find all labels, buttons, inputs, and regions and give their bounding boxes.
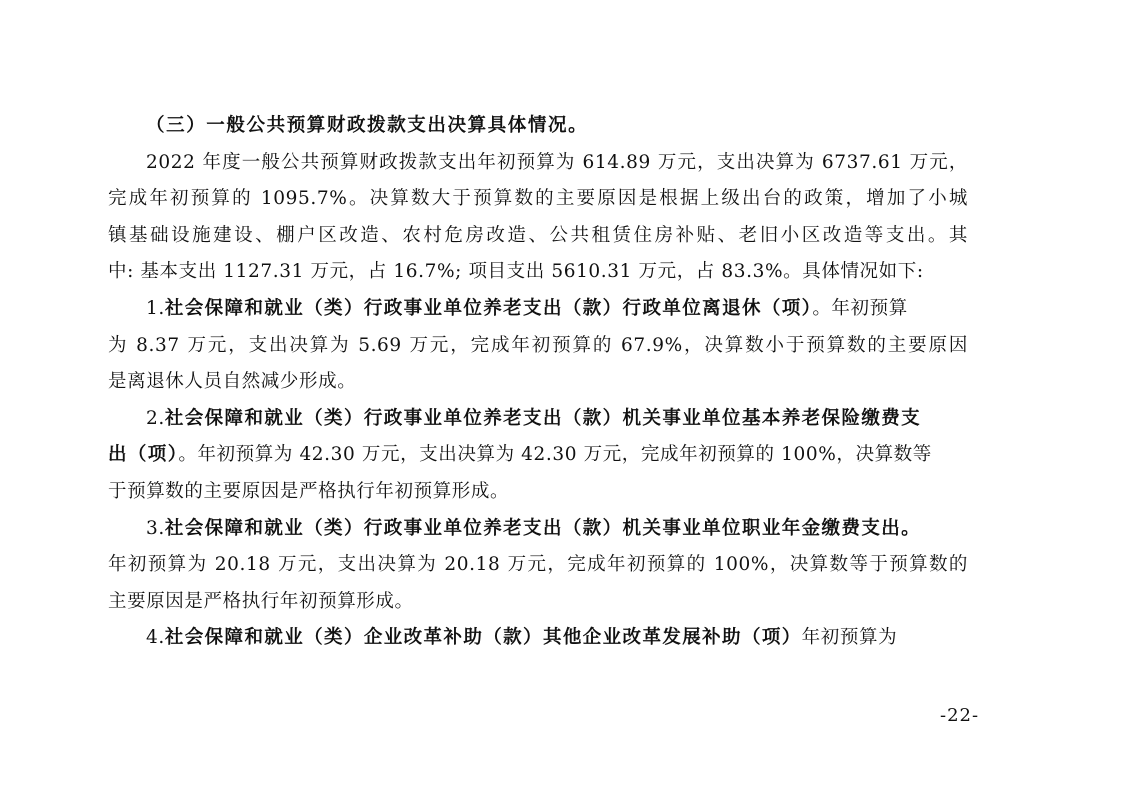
item-2-line-3: 于预算数的主要原因是严格执行年初预算形成。 (108, 480, 510, 502)
intro-line-1: 2022 年度一般公共预算财政拨款支出年初预算为 614.89 万元，支出决算为 6737.61 万元， (146, 151, 968, 173)
item-4-number: 4. (146, 627, 165, 649)
item-2-title: 社会保障和就业（类）行政事业单位养老支出（款）机关事业单位基本养老保险缴费支 (164, 407, 922, 429)
section-heading: （三）一般公共预算财政拨款支出决算具体情况。 (146, 115, 589, 136)
item-3-line-1 (108, 511, 968, 548)
item-3-number: 3. (146, 517, 165, 539)
document-body (108, 108, 968, 657)
item-3-title: 社会保障和就业（类）行政事业单位养老支出（款）机关事业单位职业年金缴费支出。 (164, 517, 922, 539)
item-1-line-3: 是离退休人员自然减少形成。 (108, 371, 357, 393)
item-2-line-1 (108, 401, 968, 438)
page-number: -22- (940, 705, 980, 726)
item-1-line-2: 为 8.37 万元，支出决算为 5.69 万元，完成年初预算的 67.9%，决算数小于预算数的主要原因 (108, 334, 968, 356)
item-3-line-3: 主要原因是严格执行年初预算形成。 (108, 590, 414, 612)
item-1-text: 。年初预算 (812, 297, 908, 319)
item-2-number: 2. (146, 407, 165, 429)
item-1-number: 1. (146, 297, 165, 319)
item-4-title: 社会保障和就业（类）企业改革补助（款）其他企业改革发展补助（项） (164, 627, 802, 649)
item-4-text: 年初预算为 (801, 627, 898, 649)
item-3-line-2: 年初预算为 20.18 万元，支出决算为 20.18 万元，完成年初预算的 100%，决算数等于预算数的 (108, 554, 968, 576)
intro-line-3: 镇基础设施建设、棚户区改造、农村危房改造、公共租赁住房补贴、老旧小区改造等支出。其 (108, 224, 968, 246)
item-2-text: 。年初预算为 42.30 万元，支出决算为 42.30 万元，完成年初预算的 100%，决算数等 (178, 444, 932, 466)
item-2-line-2 (108, 437, 968, 474)
intro-line-2: 完成年初预算的 1095.7%。决算数大于预算数的主要原因是根据上级出台的政策，增加了小城 (108, 188, 968, 210)
item-2-title-continued: 出（项） (108, 444, 179, 466)
intro-line-4: 中: 基本支出 1127.31 万元，占 16.7%; 项目支出 5610.31 万元，占 83.3%。具体情况如下: (108, 261, 924, 283)
item-1-title: 社会保障和就业（类）行政事业单位养老支出（款）行政单位离退休（项） (164, 297, 813, 319)
item-4-line-1 (108, 620, 968, 657)
item-1-line-1 (108, 291, 968, 328)
